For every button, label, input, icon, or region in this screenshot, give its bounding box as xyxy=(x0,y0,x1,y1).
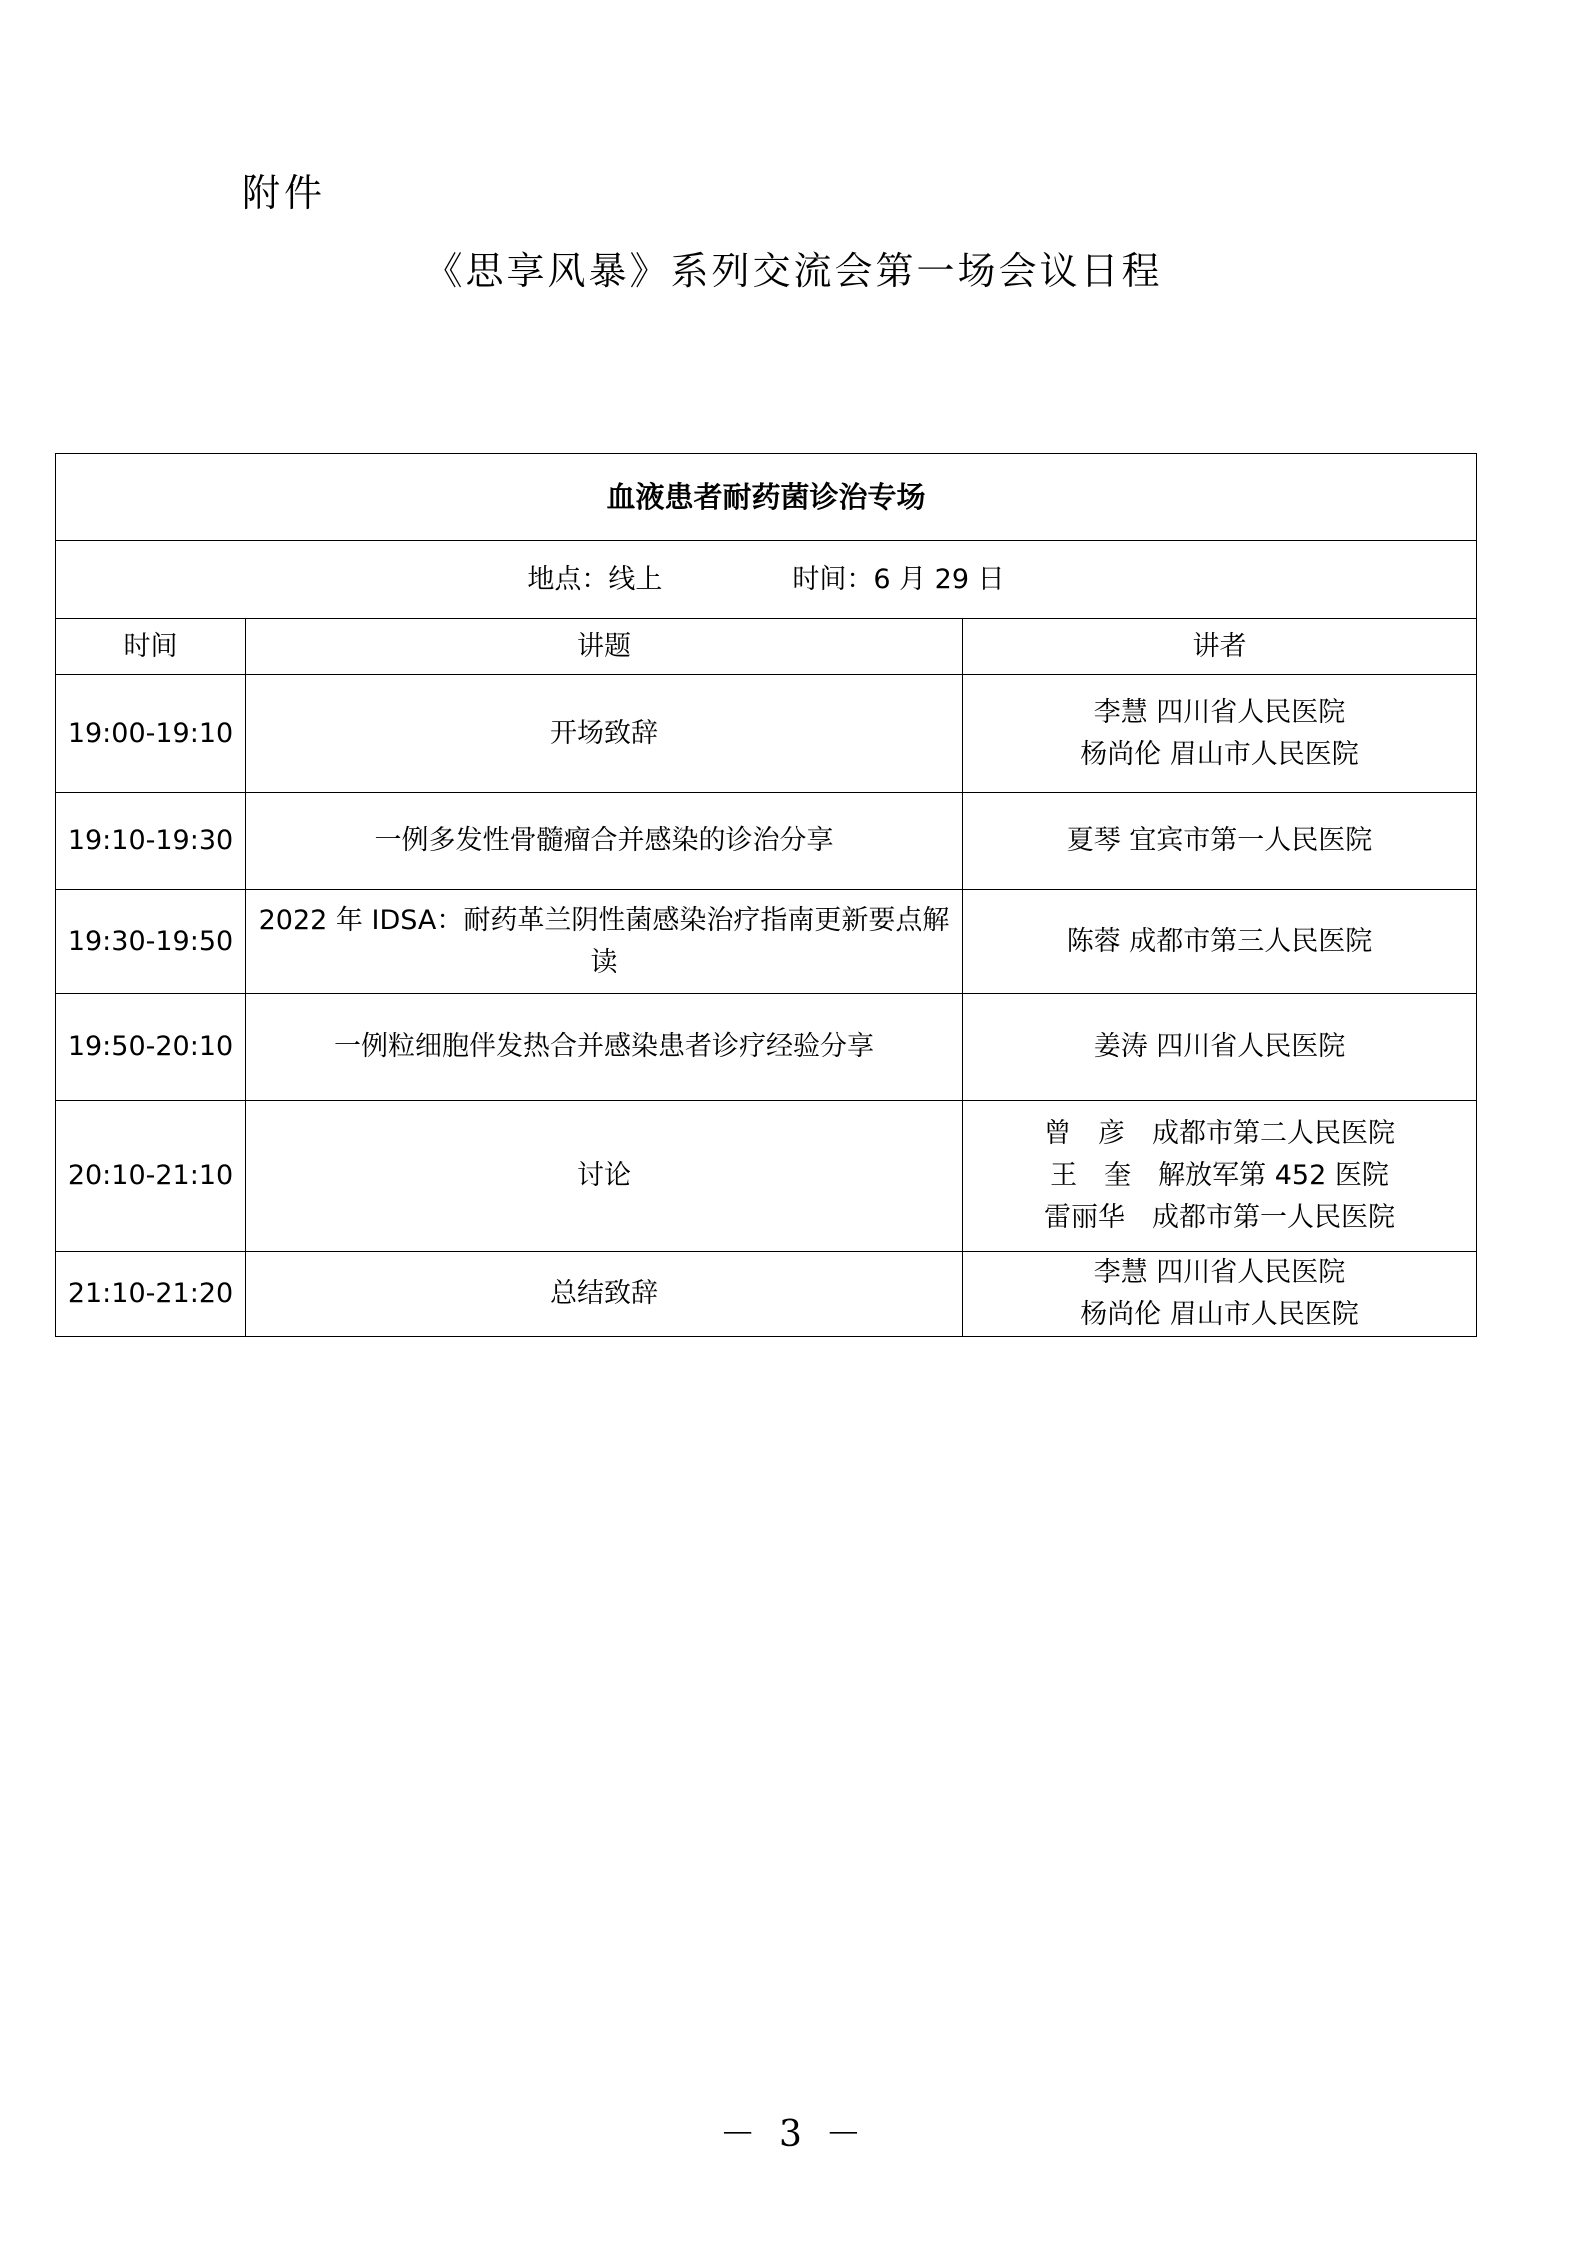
speaker: 夏琴 宜宾市第一人民医院 xyxy=(1066,825,1373,856)
session-title: 血液患者耐药菌诊治专场 xyxy=(56,454,1477,541)
row-speakers xyxy=(963,890,1477,994)
document-title: 《思享风暴》系列交流会第一场会议日程 xyxy=(424,249,1163,293)
speaker: 曾 彦 成都市第二人民医院 xyxy=(1044,1118,1395,1149)
speaker: 李慧 四川省人民医院 xyxy=(1093,696,1346,728)
row-speakers xyxy=(963,1252,1477,1337)
speaker: 姜涛 四川省人民医院 xyxy=(1093,1031,1346,1062)
table-row xyxy=(56,890,1477,994)
row-speakers xyxy=(963,675,1477,793)
row-time: 19:00-19:10 xyxy=(56,675,246,793)
row-speakers xyxy=(963,793,1477,890)
row-topic: 一例粒细胞伴发热合并感染患者诊疗经验分享 xyxy=(246,994,963,1101)
speaker: 李慧 四川省人民医院 xyxy=(1093,1257,1346,1288)
header-topic: 讲题 xyxy=(246,619,963,675)
header-time: 时间 xyxy=(56,619,246,675)
header-speaker: 讲者 xyxy=(963,619,1477,675)
row-topic: 开场致辞 xyxy=(246,675,963,793)
row-topic: 总结致辞 xyxy=(246,1252,963,1337)
row-topic: 2022 年 IDSA：耐药革兰阴性菌感染治疗指南更新要点解读 xyxy=(246,890,963,994)
page-number: － 3 － xyxy=(719,2114,868,2155)
row-topic: 一例多发性骨髓瘤合并感染的诊治分享 xyxy=(246,793,963,890)
row-topic: 讨论 xyxy=(246,1101,963,1252)
speaker: 王 奎 解放军第 452 医院 xyxy=(1050,1160,1389,1191)
row-speakers xyxy=(963,994,1477,1101)
session-info xyxy=(56,541,1477,619)
table-row xyxy=(56,1101,1477,1252)
row-time: 21:10-21:20 xyxy=(56,1252,246,1337)
table-row xyxy=(56,675,1477,793)
speaker: 陈蓉 成都市第三人民医院 xyxy=(1066,925,1373,957)
table-row xyxy=(56,793,1477,890)
row-time: 19:10-19:30 xyxy=(56,793,246,890)
table-row xyxy=(56,994,1477,1101)
attachment-label: 附件 xyxy=(242,171,327,215)
table-row xyxy=(56,1252,1477,1337)
row-time: 20:10-21:10 xyxy=(56,1101,246,1252)
row-time: 19:50-20:10 xyxy=(56,994,246,1101)
row-time: 19:30-19:50 xyxy=(56,890,246,994)
speaker: 杨尚伦 眉山市人民医院 xyxy=(1080,1299,1359,1330)
schedule-table xyxy=(55,453,1477,1337)
speaker: 杨尚伦 眉山市人民医院 xyxy=(1080,738,1359,770)
speaker: 雷丽华 成都市第一人民医院 xyxy=(1044,1202,1395,1233)
session-location: 地点：线上 xyxy=(527,563,663,595)
session-date: 时间：6 月 29 日 xyxy=(792,563,1005,595)
row-speakers xyxy=(963,1101,1477,1252)
